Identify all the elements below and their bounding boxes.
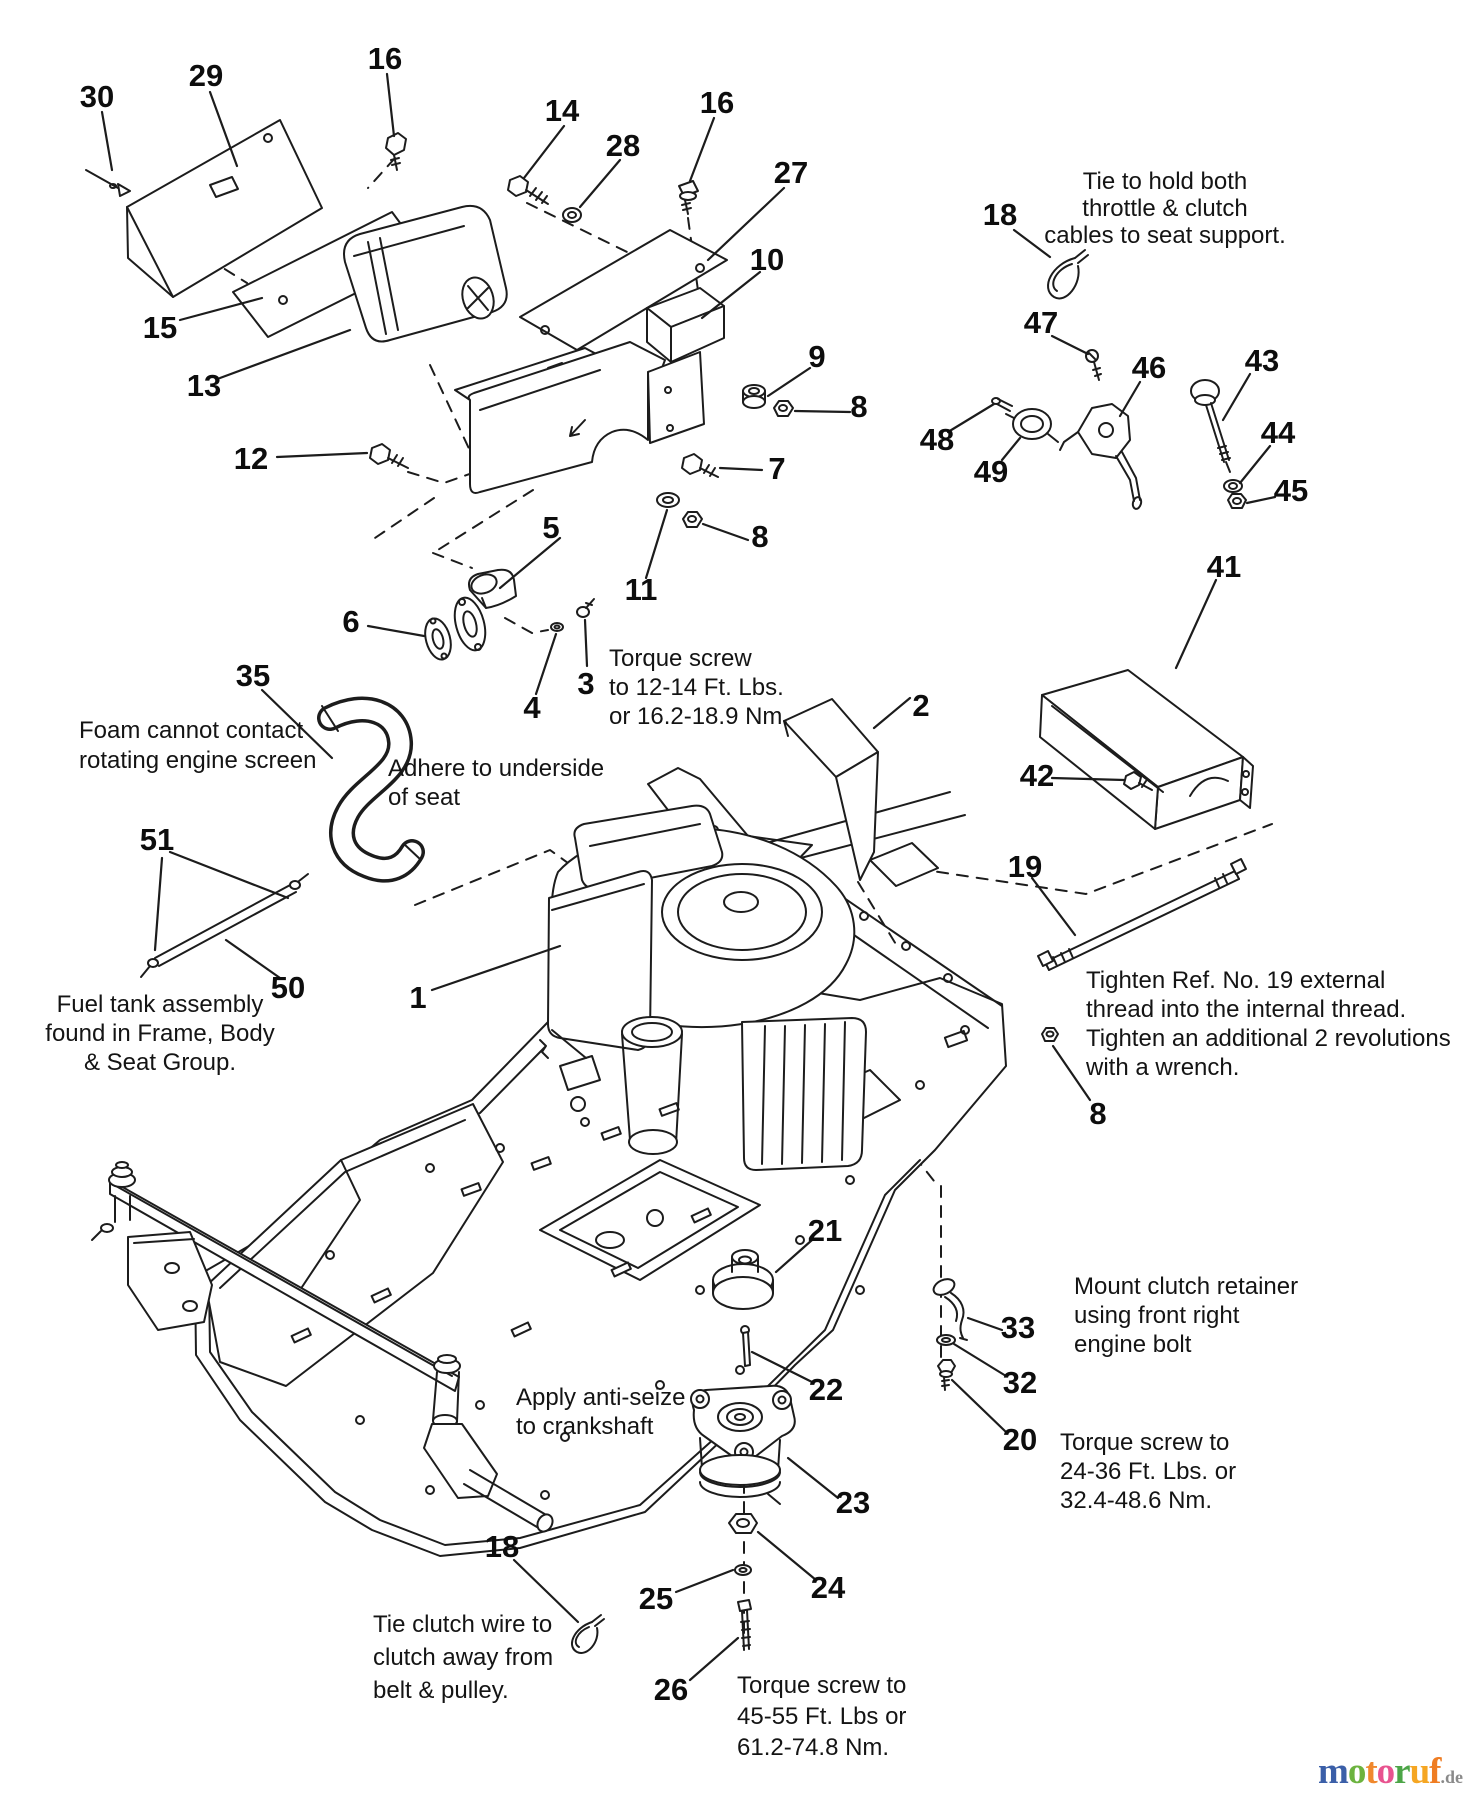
callout-2: 2 <box>912 688 930 723</box>
callout-11: 11 <box>624 572 658 607</box>
note-torque-45-55: Torque screw to 45-55 Ft. Lbs or 61.2-74.8 Nm. <box>737 1672 907 1761</box>
note-torque-12-14: Torque screw to 12-14 Ft. Lbs. or 16.2-18.9 Nm. <box>609 645 790 730</box>
nut-8-lower <box>1042 1028 1058 1041</box>
callout-49: 49 <box>973 454 1009 489</box>
callout-5: 5 <box>542 510 560 545</box>
screw-20 <box>938 1360 955 1390</box>
callout-12: 12 <box>233 441 269 476</box>
key-22 <box>743 1332 750 1366</box>
clutch-retainer-33 <box>931 1276 967 1340</box>
callout-6: 6 <box>342 604 360 639</box>
note-mount-retainer: Mount clutch retainer using front right engine bolt <box>1074 1273 1299 1358</box>
callout-16a: 16 <box>367 41 403 76</box>
callout-25: 25 <box>638 1581 674 1616</box>
callout-50: 50 <box>270 970 306 1005</box>
washer-25 <box>735 1565 751 1575</box>
callout-16b: 16 <box>699 85 735 120</box>
callout-30: 30 <box>79 79 115 114</box>
gasket-6 <box>421 616 455 663</box>
callout-19: 19 <box>1007 849 1043 884</box>
nut-24 <box>729 1514 757 1533</box>
fuel-line-rod-50 <box>141 874 308 977</box>
callout-10: 10 <box>749 242 785 277</box>
callout-26: 26 <box>653 1672 689 1707</box>
belt-guard-41 <box>1040 670 1253 829</box>
note-fuel-tank: Fuel tank assembly found in Frame, Body & Seat Group. <box>45 991 275 1076</box>
callout-14: 14 <box>544 93 580 128</box>
callout-44: 44 <box>1260 415 1296 450</box>
callout-41: 41 <box>1206 549 1242 584</box>
choke-cable-43 <box>1191 380 1230 472</box>
callout-23: 23 <box>835 1485 871 1520</box>
callout-18b: 18 <box>484 1529 520 1564</box>
note-foam: Foam cannot contact rotating engine screen <box>79 717 317 774</box>
callout-8b: 8 <box>751 519 769 554</box>
callout-35: 35 <box>235 658 271 693</box>
pin-48 <box>992 398 1012 411</box>
callout-21: 21 <box>807 1213 843 1248</box>
callout-22: 22 <box>808 1372 844 1407</box>
callout-4: 4 <box>523 690 541 725</box>
callout-45: 45 <box>1273 473 1309 508</box>
callout-29: 29 <box>188 58 224 93</box>
callout-48: 48 <box>919 422 955 457</box>
callout-46: 46 <box>1131 350 1167 385</box>
callout-51: 51 <box>139 822 175 857</box>
callout-18a: 18 <box>982 197 1018 232</box>
callout-8c: 8 <box>1089 1096 1107 1131</box>
callout-32: 32 <box>1002 1365 1038 1400</box>
note-adhere: Adhere to underside of seat <box>388 755 605 811</box>
callout-13: 13 <box>186 368 222 403</box>
callout-47: 47 <box>1023 305 1059 340</box>
callout-8a: 8 <box>850 389 868 424</box>
callout-43: 43 <box>1244 343 1280 378</box>
callout-1: 1 <box>409 980 427 1015</box>
callout-15: 15 <box>142 310 178 345</box>
screw-3-washer-4 <box>551 599 594 631</box>
callout-42: 42 <box>1019 758 1055 793</box>
note-torque-24-36: Torque screw to 24-36 Ft. Lbs. or 32.4-48.6 Nm. <box>1060 1429 1237 1514</box>
callout-33: 33 <box>1000 1310 1036 1345</box>
motoruf-logo: motoruf.de <box>1318 1751 1463 1792</box>
note-anti-seize: Apply anti-seize to crankshaft <box>516 1384 686 1440</box>
cable-ring-49 <box>1006 409 1058 442</box>
callout-20: 20 <box>1002 1422 1038 1457</box>
callout-3: 3 <box>577 666 595 701</box>
callout-28: 28 <box>605 128 641 163</box>
note-tie-seat-support: Tie to hold both throttle & clutch cables to seat support. <box>1044 168 1286 249</box>
throttle-control-46 <box>1060 404 1142 510</box>
callout-9: 9 <box>808 339 826 374</box>
engine-heat-shield <box>455 342 704 493</box>
cable-tie-18-top <box>1048 250 1088 298</box>
note-tie-clutch-wire: Tie clutch wire to clutch away from belt & pulley. <box>373 1611 554 1704</box>
callout-24: 24 <box>810 1570 846 1605</box>
callout-27: 27 <box>773 155 809 190</box>
callout-7: 7 <box>768 451 786 486</box>
support-rod-19 <box>1038 859 1246 970</box>
note-tighten-19: Tighten Ref. No. 19 external thread into the internal thread. Tighten an additional 2 revolutions with a wrench. <box>1086 967 1451 1081</box>
washer-32 <box>937 1335 955 1345</box>
washer-44-nut-45 <box>1224 480 1246 508</box>
